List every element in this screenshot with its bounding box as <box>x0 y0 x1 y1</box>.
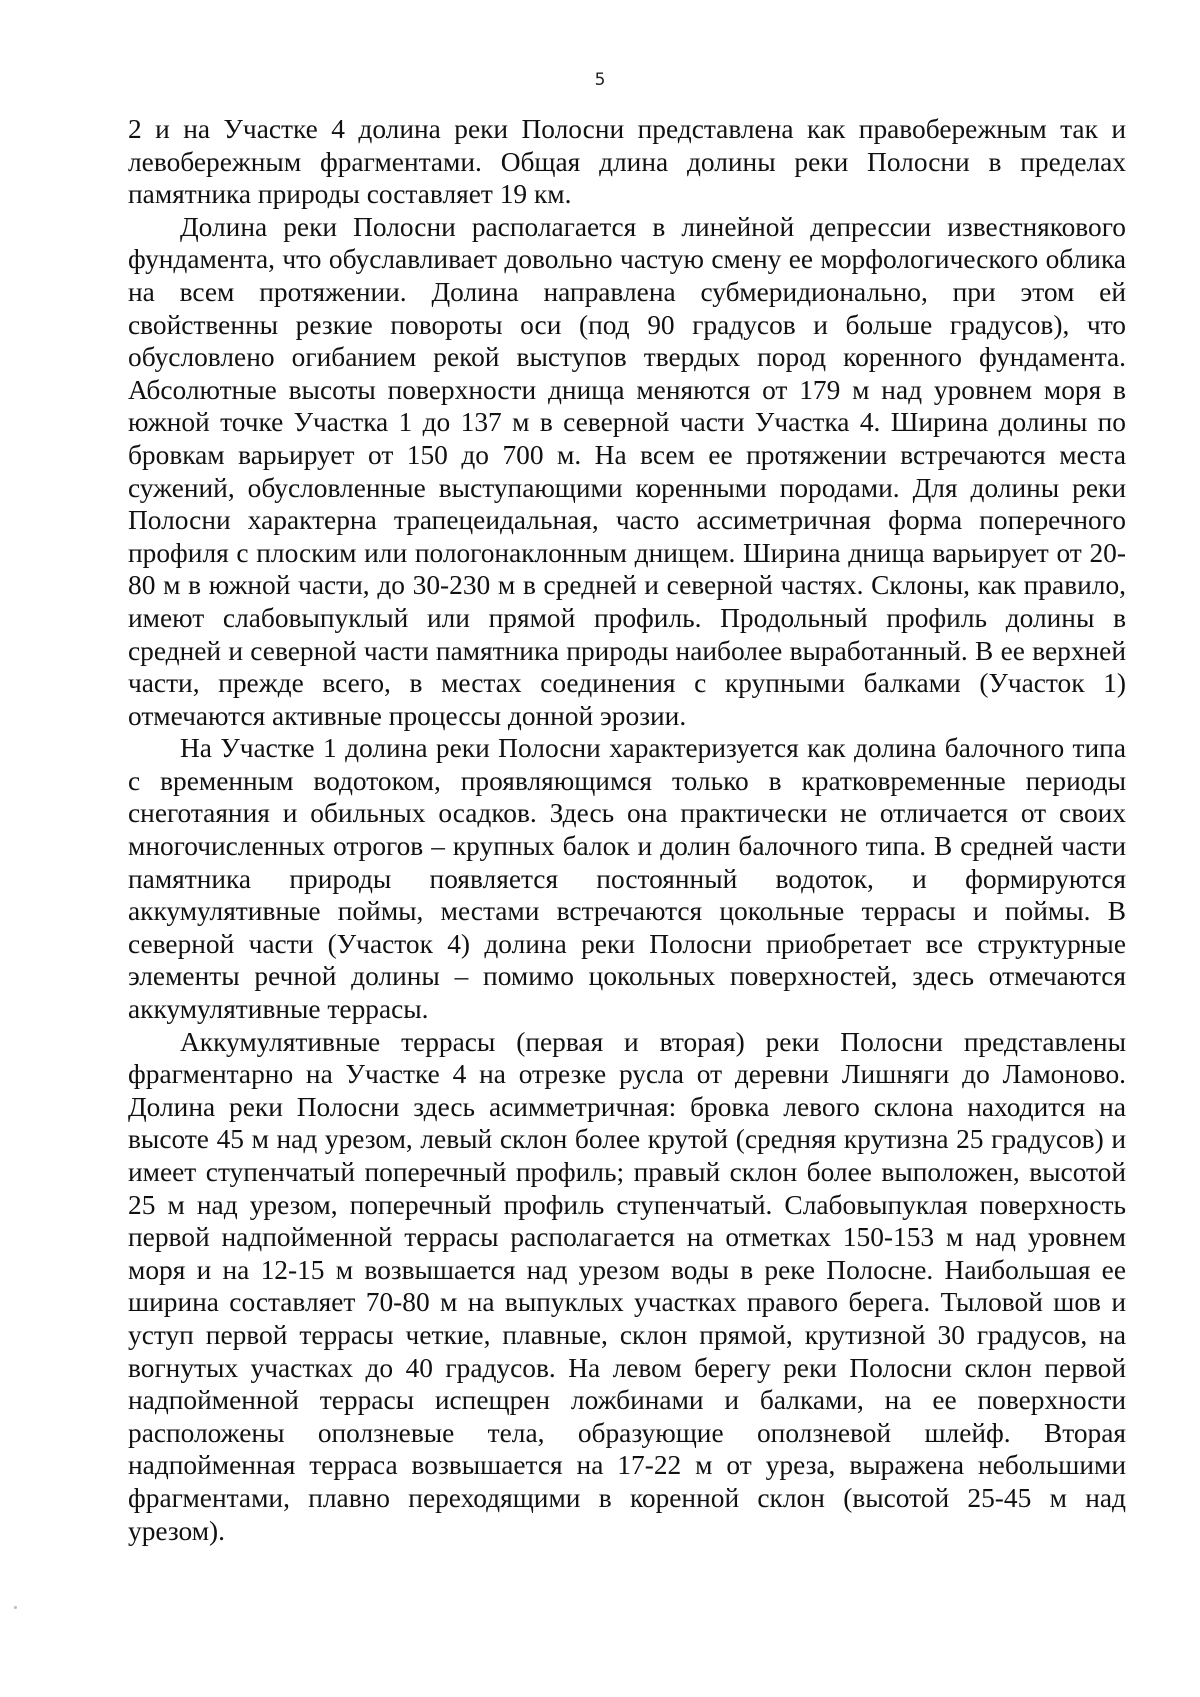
paragraph-valley-description: Долина реки Полосни располагается в линейной депрессии известнякового фундамента, что обуславливает довольно частую смену ее морфологического облика на всем протяжении. Долина направлена субмеридионально, при этом ей свойственны резкие повороты оси (под 90 градусов и больше градусов), что обусловлено огибанием рекой выступов твердых пород коренного фундамента. Абсолютные высоты поверхности днища меняются от 179 м над уровнем моря в южной точке Участка 1 до 137 м в северной части Участка 4. Ширина долины по бровкам варьирует от 150 до 700 м. На всем ее протяжении встречаются места сужений, обусловленные выступающими коренными породами. Для долины реки Полосни характерна трапецеидальная, часто ассиметричная форма поперечного профиля с плоским или пологонаклонным днищем. Ширина днища варьирует от 20-80 м в южной части, до 30-230 м в средней и северной частях. Склоны, как правило, имеют слабовыпуклый или прямой профиль. Продольный профиль долины в средней и северной части памятника природы наиболее выработанный. В ее верхней части, прежде всего, в местах соединения с крупными балками (Участок 1) отмечаются активные процессы донной эрозии. <box>128 211 1126 731</box>
scan-dust-mark <box>14 1606 17 1609</box>
paragraph-section-1: На Участке 1 долина реки Полосни характеризуется как долина балочного типа с временным водотоком, проявляющимся только в кратковременные периоды снеготаяния и обильных осадков. Здесь она практически не отличается от своих многочисленных отрогов – крупных балок и долин балочного типа. В средней части памятника природы появляется постоянный водоток, и формируются аккумулятивные поймы, местами встречаются цокольные террасы и поймы. В северной части (Участок 4) долина реки Полосни приобретает все структурные элементы речной долины – помимо цокольных поверхностей, здесь отмечаются аккумулятивные террасы. <box>128 733 1126 1025</box>
page-number: 5 <box>594 70 606 90</box>
paragraph-continuation: 2 и на Участке 4 долина реки Полосни представлена как правобережным так и левобережным фрагментами. Общая длина долины реки Полосни в пределах памятника природы составляет 19 км. <box>128 114 1126 210</box>
document-body <box>128 113 1126 1547</box>
paragraph-terraces: Аккумулятивные террасы (первая и вторая) реки Полосни представлены фрагментарно на Участке 4 на отрезке русла от деревни Лишняги до Ламоново. Долина реки Полосни здесь асимметричная: бровка левого склона находится на высоте 45 м над урезом, левый склон более крутой (средняя крутизна 25 градусов) и имеет ступенчатый поперечный профиль; правый склон более выположен, высотой 25 м над урезом, поперечный профиль ступенчатый. Слабовыпуклая поверхность первой надпойменной террасы располагается на отметках 150-153 м над уровнем моря и на 12-15 м возвышается над урезом воды в реке Полосне. Наибольшая ее ширина составляет 70-80 м на выпуклых участках правого берега. Тыловой шов и уступ первой террасы четкие, плавные, склон прямой, крутизной 30 градусов, на вогнутых участках до 40 градусов. На левом берегу реки Полосни склон первой надпойменной террасы испещрен ложбинами и балками, на ее поверхности расположены оползневые тела, образующие оползневой шлейф. Вторая надпойменная терраса возвышается на 17-22 м от уреза, выражена небольшими фрагментами, плавно переходящими в коренной склон (высотой 25-45 м над урезом). <box>128 1026 1126 1546</box>
